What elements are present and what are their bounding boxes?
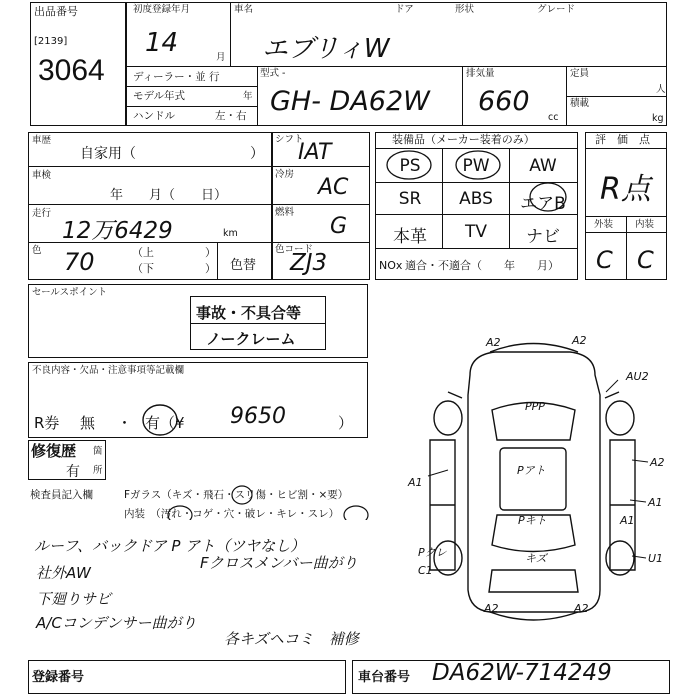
repair-label: 修復歴 <box>31 442 77 460</box>
nox-text: 適合・不適合（ 年 月） <box>405 259 559 272</box>
shape-label: 形状 <box>455 4 475 15</box>
color-close-lower: ） <box>205 262 216 275</box>
aircon-value: AC <box>318 175 349 200</box>
model-code: GH- DA62W <box>270 86 430 117</box>
recycle-close: ） <box>338 414 354 432</box>
mark-11: キズ <box>525 552 547 565</box>
model-label: 型式 - <box>260 68 286 79</box>
first-reg-label: 初度登録年月 <box>133 4 191 15</box>
equip-ps: PS <box>399 156 421 176</box>
shift-value: IAT <box>298 140 332 165</box>
color-label: 色 <box>32 245 42 256</box>
wheel-front-left <box>434 401 462 435</box>
mark-14: A2 <box>484 602 499 615</box>
color-value: 70 <box>64 248 95 276</box>
note-3: 下廻りサビ <box>36 590 112 608</box>
car-roof <box>500 448 566 510</box>
history-value: 自家用（ <box>80 146 136 162</box>
exterior-value: C <box>596 246 613 274</box>
color-code-value: ZJ3 <box>290 250 328 276</box>
equipment-title: 装備品（メーカー装着のみ） <box>392 133 535 146</box>
first-reg-year: 14 <box>145 28 179 58</box>
mark-2: AU2 <box>626 370 649 383</box>
equip-navi: ナビ <box>526 227 560 247</box>
lot-label: 出品番号 <box>34 5 78 18</box>
fuel-value: G <box>330 214 348 239</box>
recycle-label: R券 <box>34 414 60 432</box>
mark-7: PPP <box>525 400 545 413</box>
mark-10: U1 <box>648 552 664 565</box>
displacement-label: 排気量 <box>466 68 495 79</box>
handle-label: ハンドル <box>133 110 175 122</box>
mark-3: A1 <box>408 476 423 489</box>
front-bumper <box>490 344 578 353</box>
lot-number: 3064 <box>38 54 105 87</box>
interior-label: 内装 <box>635 219 655 230</box>
fglass-text: Fガラス（キズ・飛石・スリ傷・ヒビ割・×要） <box>124 489 349 501</box>
mark-13: C1 <box>418 564 433 577</box>
interior-text: 内装 （汚れ・コゲ・穴・破レ・キレ・スレ） <box>124 508 340 520</box>
car-name-label: 車名 <box>234 4 254 15</box>
note-right-2: 各キズヘコミ 補修 <box>224 630 359 648</box>
stamp-line2: ノークレーム <box>206 330 296 348</box>
mileage-label: 走行 <box>32 208 52 219</box>
displacement-value: 660 <box>478 86 530 117</box>
defects-label: 不良内容・欠品・注意事項等記載欄 <box>32 365 185 376</box>
mark-15: A2 <box>574 602 589 615</box>
mark-9: Pキト <box>518 514 547 527</box>
load-label: 積載 <box>570 98 590 109</box>
grade-label: グレード <box>537 4 576 15</box>
rear-bumper <box>490 612 578 620</box>
fuel-label: 燃料 <box>275 207 295 218</box>
mark-8: Pアト <box>517 464 546 477</box>
inspector-label: 検査員記入欄 <box>30 489 93 501</box>
equip-aw: AW <box>529 156 557 176</box>
color-close-upper: ） <box>205 246 216 259</box>
history-label: 車歴 <box>32 135 52 146</box>
mark-6: A1 <box>620 514 635 527</box>
color-lower: （下 <box>132 262 154 275</box>
person-unit: 人 <box>656 84 666 95</box>
year-unit: 年 <box>243 91 253 102</box>
equip-leather: 本革 <box>393 227 427 247</box>
capacity-label: 定員 <box>570 68 590 79</box>
exterior-label: 外装 <box>594 219 614 230</box>
aircon-label: 冷房 <box>275 169 295 180</box>
mark-1: A2 <box>572 334 587 347</box>
color-change-label: 色替 <box>230 258 257 273</box>
kg-unit: kg <box>652 113 664 124</box>
car-name-value: エブリィW <box>262 34 390 64</box>
equip-tv: TV <box>464 222 487 242</box>
month-unit: 月 <box>216 52 226 63</box>
lot-code: [2139] <box>34 36 68 47</box>
wheel-front-right <box>606 401 634 435</box>
recycle-yes: 有（¥ <box>145 414 185 432</box>
grade-value: R点 <box>600 172 651 207</box>
mark-5: A1 <box>648 496 663 509</box>
mark-4: A2 <box>650 456 665 469</box>
repair-side1: 箇 <box>93 446 103 457</box>
color-code-label: 色コード <box>275 244 314 255</box>
note-right-1: Fクロスメンバー曲がり <box>200 554 358 572</box>
mileage-value: 12万6429 <box>62 218 173 244</box>
stamp-line1: 事故・不具合等 <box>196 304 302 322</box>
equip-abs: ABS <box>459 189 493 209</box>
km-unit: km <box>223 228 238 239</box>
mark-0: A2 <box>486 336 501 349</box>
door-label: ドア <box>395 4 414 15</box>
repair-side2: 所 <box>93 465 103 476</box>
history-close: ） <box>250 146 264 162</box>
grade-label: 評 価 点 <box>595 133 650 146</box>
reg-label: 登録番号 <box>32 670 85 685</box>
note-2: 社外AW <box>36 564 91 582</box>
model-year-label: モデル年式 <box>133 90 185 102</box>
car-tailgate <box>489 570 578 592</box>
note-1: ルーフ、バックドア P アト（ツヤなし） <box>34 537 306 555</box>
interior-value: C <box>637 246 654 274</box>
inspection-date: 年 月（ 日） <box>110 188 228 203</box>
nox-label: NOx <box>379 259 403 272</box>
shift-label: シフト <box>275 134 304 145</box>
recycle-amount: 9650 <box>230 404 286 429</box>
sales-label: セールスポイント <box>32 287 108 298</box>
color-upper: （上 <box>132 246 154 259</box>
cc-unit: cc <box>548 112 559 123</box>
inspection-label: 車検 <box>32 170 52 181</box>
car-body-outline <box>468 352 600 612</box>
handle-options: 左・右 <box>215 110 247 122</box>
note-4: A/Cコンデンサー曲がり <box>36 614 197 632</box>
repair-value: 有 <box>66 464 80 480</box>
equip-sr: SR <box>398 189 422 209</box>
equip-airbag: エアB <box>520 194 566 214</box>
recycle-none: 無 <box>80 414 96 432</box>
equip-pw: PW <box>462 156 490 176</box>
mark-12: Pクレ <box>418 546 447 559</box>
dealer-label: ディーラー・並 行 <box>133 71 220 83</box>
chassis-value: DA62W-714249 <box>432 660 612 686</box>
chassis-label: 車台番号 <box>358 670 411 685</box>
